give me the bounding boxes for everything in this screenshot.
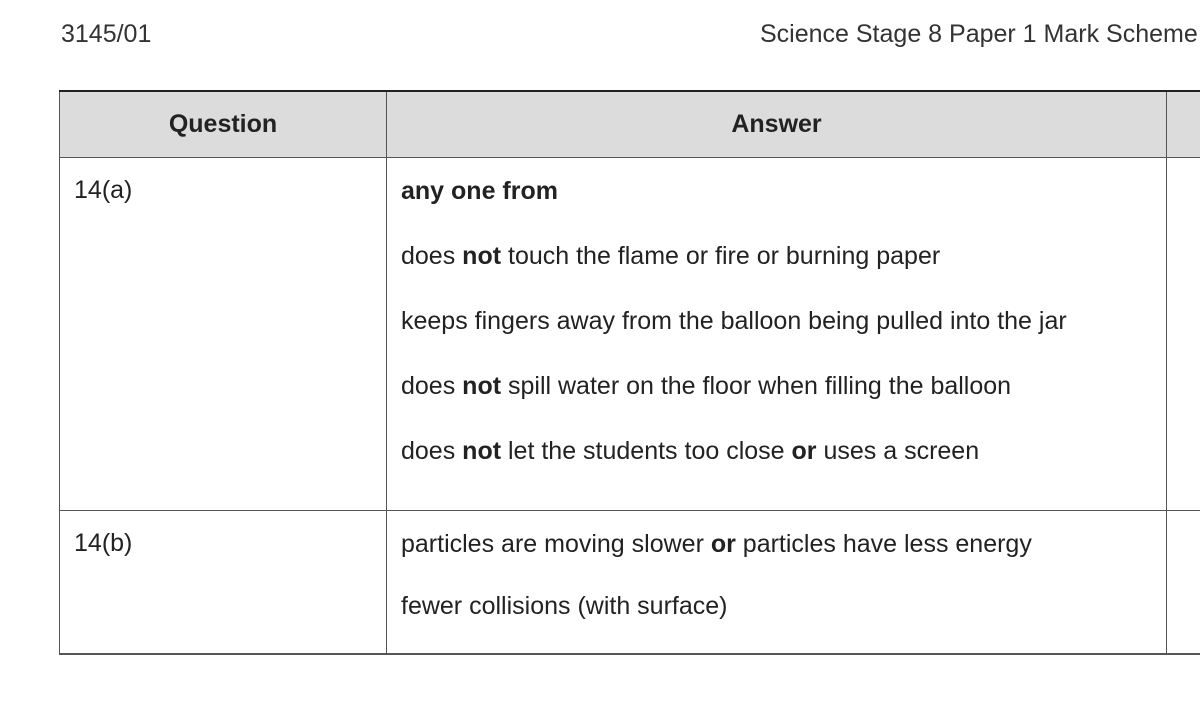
- column-header-answer: Answer: [387, 91, 1167, 158]
- column-header-question: Question: [60, 91, 387, 158]
- answer-line: does not spill water on the floor when filling the balloon: [401, 372, 1012, 400]
- answer-line: particles are moving slower or particles have less energy: [401, 530, 1032, 558]
- marks-cell: [1167, 511, 1200, 655]
- marks-cell: [1167, 158, 1200, 511]
- question-number: 14: [74, 529, 102, 557]
- page-code: 3145/01: [61, 20, 152, 48]
- question-number: 14: [74, 176, 102, 204]
- answer-line: keeps fingers away from the balloon being pulled into the jar: [401, 307, 1067, 335]
- column-header-marks: [1167, 91, 1200, 158]
- question-part: (a): [101, 176, 133, 204]
- table-row: [60, 511, 1200, 655]
- question-part: (b): [101, 529, 133, 557]
- paper-title: Science Stage 8 Paper 1 Mark Scheme: [760, 20, 1198, 48]
- mark-scheme-table: [59, 90, 1200, 655]
- table-row: [60, 158, 1200, 511]
- table-header-row: [60, 91, 1200, 158]
- question-cell: [60, 158, 387, 511]
- answer-line: does not touch the flame or fire or burning paper: [401, 242, 941, 270]
- answer-line: does not let the students too close or uses a screen: [401, 437, 980, 465]
- answer-cell: [387, 511, 1167, 655]
- question-cell: [60, 511, 387, 655]
- answer-cell: [387, 158, 1167, 511]
- answer-line: fewer collisions (with surface): [401, 592, 728, 620]
- answer-intro: any one from: [401, 177, 558, 205]
